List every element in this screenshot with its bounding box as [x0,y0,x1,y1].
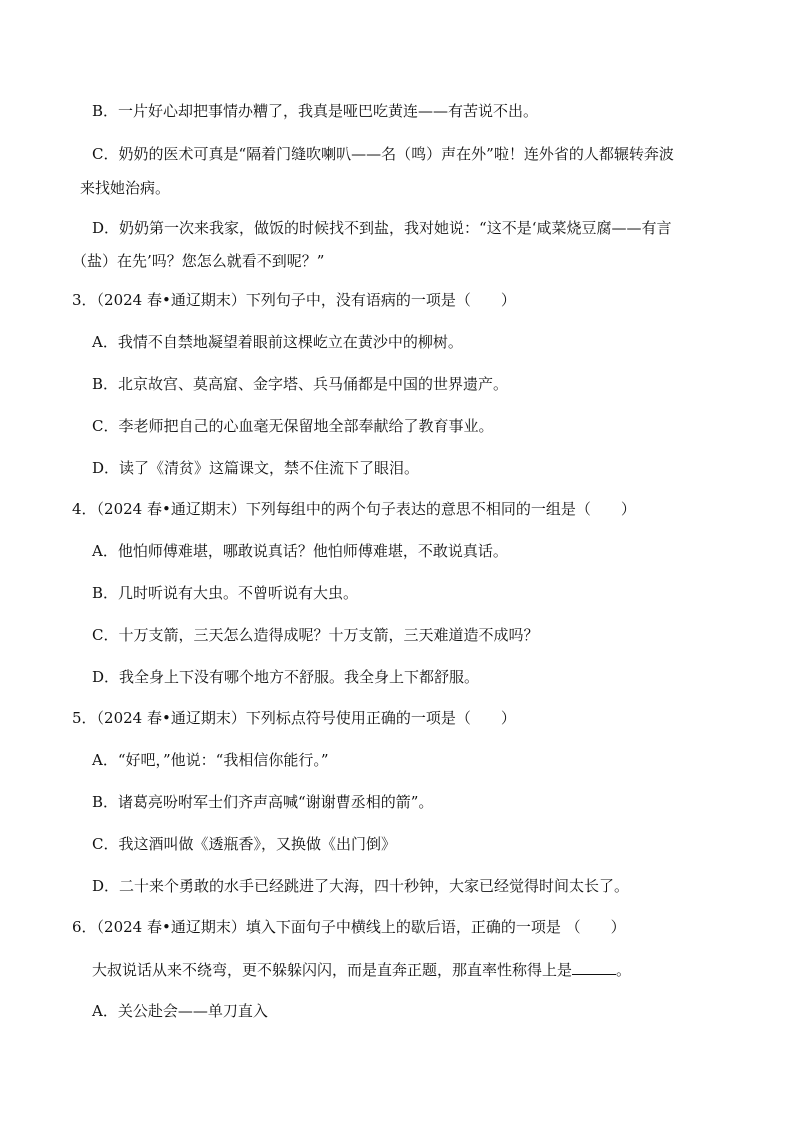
option-b-q2: B．一片好心却把事情办糟了，我真是哑巴吃黄连——有苦说不出。 [92,102,539,120]
option-b-q3: B．北京故宫、莫高窟、金字塔、兵马俑都是中国的世界遗产。 [92,375,509,393]
question-3: 3．（2024 春•通辽期末）下列句子中，没有语病的一项是（ ） [72,291,516,309]
option-a-q5: A．“好吧，”他说：“我相信你能行。” [92,751,329,769]
option-d-q4: D．我全身上下没有哪个地方不舒服。我全身上下都舒服。 [92,668,480,686]
answer-blank [572,959,616,975]
option-d-q2-line2: （盐）在先’吗？您怎么就看不到呢？” [72,252,325,270]
option-b-q4: B．几时听说有大虫。不曾听说有大虫。 [92,584,359,602]
option-a-q4: A．他怕师傅难堪，哪敢说真话？他怕师傅难堪，不敢说真话。 [92,542,508,560]
option-c-q4: C．十万支箭，三天怎么造得成呢？十万支箭，三天难道造不成吗？ [92,626,539,644]
question-6-stem-text: 大叔说话从来不绕弯，更不躲躲闪闪，而是直奔正题，那直率性称得上是 [92,961,573,979]
question-4: 4．（2024 春•通辽期末）下列每组中的两个句子表达的意思不相同的一组是（ ） [72,500,636,518]
option-c-q5: C．我这酒叫做《透瓶香》，又换做《出门倒》 [92,835,396,853]
option-d-q5: D．二十来个勇敢的水手已经跳进了大海，四十秒钟，大家已经觉得时间太长了。 [92,877,630,895]
option-d-q3: D．读了《清贫》这篇课文，禁不住流下了眼泪。 [92,459,420,477]
question-6-stem [92,959,631,980]
option-a-q6: A．关公赴会——单刀直入 [92,1002,268,1020]
option-c-q2-line1: C．奶奶的医术可真是“隔着门缝吹喇叭——名（鸣）声在外”啦！连外省的人都辗转奔波 [92,145,674,163]
option-c-q3: C．李老师把自己的心血毫无保留地全部奉献给了教育事业。 [92,417,494,435]
option-d-q2-line1: D．奶奶第一次来我家，做饭的时候找不到盐，我对她说：“这不是‘咸菜烧豆腐——有言 [92,219,672,237]
option-b-q5: B．诸葛亮吩咐军士们齐声高喊“谢谢曹丞相的箭”。 [92,793,434,811]
question-5: 5．（2024 春•通辽期末）下列标点符号使用正确的一项是（ ） [72,709,516,727]
option-a-q3: A．我情不自禁地凝望着眼前这棵屹立在黄沙中的柳树。 [92,333,463,351]
question-6-stem-end: 。 [616,961,632,979]
option-c-q2-line2: 来找她治病。 [80,179,171,197]
question-6: 6．（2024 春•通辽期末）填入下面句子中横线上的歇后语，正确的一项是 （ ） [72,918,626,936]
